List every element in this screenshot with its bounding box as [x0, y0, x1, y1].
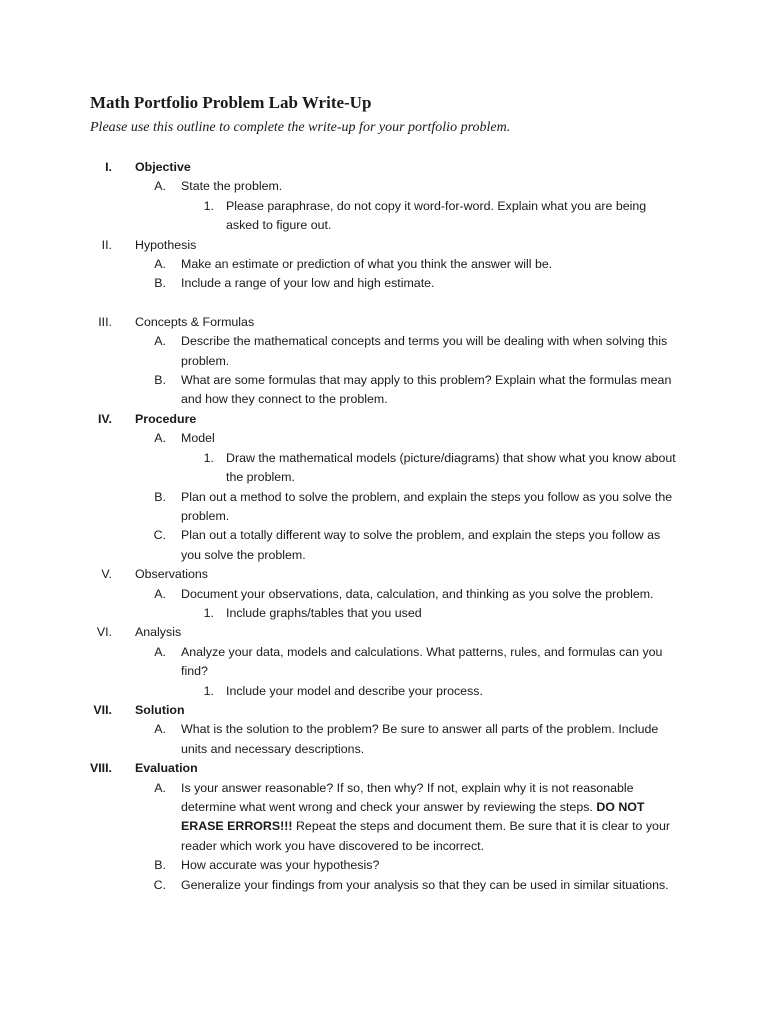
section-label: Solution: [135, 702, 185, 717]
outline-item: [0, 779, 768, 857]
outline-item: [0, 585, 768, 604]
item-marker: A.: [154, 586, 166, 601]
subitem-text: Include graphs/tables that you used: [226, 605, 422, 620]
section-observations: [0, 565, 768, 584]
item-marker: A.: [154, 431, 166, 446]
section-solution: [0, 701, 768, 720]
outline-item: [0, 720, 768, 759]
section-number: V.: [101, 567, 112, 582]
outline-item: [0, 876, 768, 895]
section-number: III.: [98, 314, 112, 329]
section-concepts-formulas: [0, 313, 768, 332]
item-text: Document your observations, data, calculation, and thinking as you solve the problem.: [181, 586, 654, 601]
item-text: Plan out a totally different way to solve the problem, and explain the steps you follow as you solve the problem.: [181, 528, 661, 562]
section-number: I.: [105, 160, 112, 174]
subitem-marker: 1.: [203, 198, 214, 213]
item-text: [181, 779, 681, 857]
item-text-part: Repeat the steps and document them. Be sure that it is clear to your reader which work you have discovered to be incorrect.: [181, 819, 670, 853]
section-spacer: [0, 294, 768, 313]
section-label: Hypothesis: [135, 237, 197, 252]
section-label: Analysis: [135, 625, 182, 640]
item-text: Model: [181, 431, 215, 446]
section-number: II.: [101, 237, 112, 252]
subitem-text: Please paraphrase, do not copy it word-for-word. Explain what you are being asked to figure out.: [226, 198, 647, 233]
item-text: What is the solution to the problem? Be sure to answer all parts of the problem. Include units and necessary descriptions.: [181, 722, 659, 756]
item-marker: B.: [154, 276, 166, 291]
outline-item: [0, 177, 768, 196]
page-title: Math Portfolio Problem Lab Write-Up: [90, 93, 372, 112]
item-text: How accurate was your hypothesis?: [181, 858, 380, 873]
section-label: Evaluation: [135, 761, 198, 776]
outline-item: [0, 526, 768, 565]
item-marker: C.: [153, 877, 166, 892]
section-analysis: [0, 623, 768, 642]
section-label: Concepts & Formulas: [135, 314, 255, 329]
outline-item: [0, 371, 768, 410]
section-hypothesis: [0, 236, 768, 255]
outline-item: [0, 488, 768, 527]
section-evaluation: [0, 759, 768, 778]
item-text: Analyze your data, models and calculations. What patterns, rules, and formulas can you find?: [181, 644, 663, 679]
outline-item: [0, 429, 768, 448]
item-text: Make an estimate or prediction of what you think the answer will be.: [181, 257, 553, 272]
item-text: Plan out a method to solve the problem, and explain the steps you follow as you solve the problem.: [181, 489, 673, 523]
item-text: What are some formulas that may apply to this problem? Explain what the formulas mean and how they connect to the problem.: [181, 373, 672, 407]
item-marker: A.: [154, 257, 166, 272]
section-label: Objective: [135, 160, 191, 174]
page-subtitle: Please use this outline to complete the write-up for your portfolio problem.: [90, 120, 511, 135]
item-marker: C.: [153, 528, 166, 543]
outline-item: [0, 856, 768, 875]
section-procedure: [0, 410, 768, 429]
outline: [0, 158, 768, 895]
subitem-marker: 1.: [203, 450, 214, 465]
outline-item: [0, 332, 768, 371]
item-marker: B.: [154, 858, 166, 873]
section-objective: [0, 158, 768, 177]
section-label: Procedure: [135, 411, 197, 426]
item-marker: B.: [154, 373, 166, 388]
outline-item: [0, 255, 768, 274]
item-text-part: Is your answer reasonable? If so, then why? If not, explain why it is not reasonable determine what went wrong and check your answer by reviewing the steps.: [181, 780, 634, 814]
item-text: Include a range of your low and high estimate.: [181, 276, 435, 291]
subitem-text: Draw the mathematical models (picture/diagrams) that show what you know about the problem.: [226, 450, 676, 485]
item-marker: A.: [154, 644, 166, 659]
subitem-marker: 1.: [203, 683, 214, 698]
outline-subitem: [0, 197, 768, 236]
item-marker: A.: [154, 334, 166, 349]
emphasis-text: DO NOT ERASE ERRORS!!!: [181, 800, 645, 834]
outline-item: [0, 643, 768, 682]
item-marker: A.: [154, 722, 166, 737]
section-number: IV.: [97, 411, 112, 426]
section-label: Observations: [135, 567, 209, 582]
item-text: Generalize your findings from your analysis so that they can be used in similar situations.: [181, 877, 669, 892]
item-text: State the problem.: [181, 179, 283, 194]
item-marker: A.: [154, 179, 166, 194]
subitem-text: Include your model and describe your process.: [226, 683, 483, 698]
item-marker: A.: [154, 780, 166, 795]
section-number: VIII.: [89, 761, 112, 776]
section-number: VI.: [96, 625, 112, 640]
outline-subitem: [0, 682, 768, 701]
item-marker: B.: [154, 489, 166, 504]
outline-item: [0, 274, 768, 293]
outline-subitem: [0, 449, 768, 488]
section-number: VII.: [93, 702, 112, 717]
item-text: Describe the mathematical concepts and terms you will be dealing with when solving this problem.: [181, 334, 668, 368]
outline-subitem: [0, 604, 768, 623]
subitem-marker: 1.: [203, 605, 214, 620]
